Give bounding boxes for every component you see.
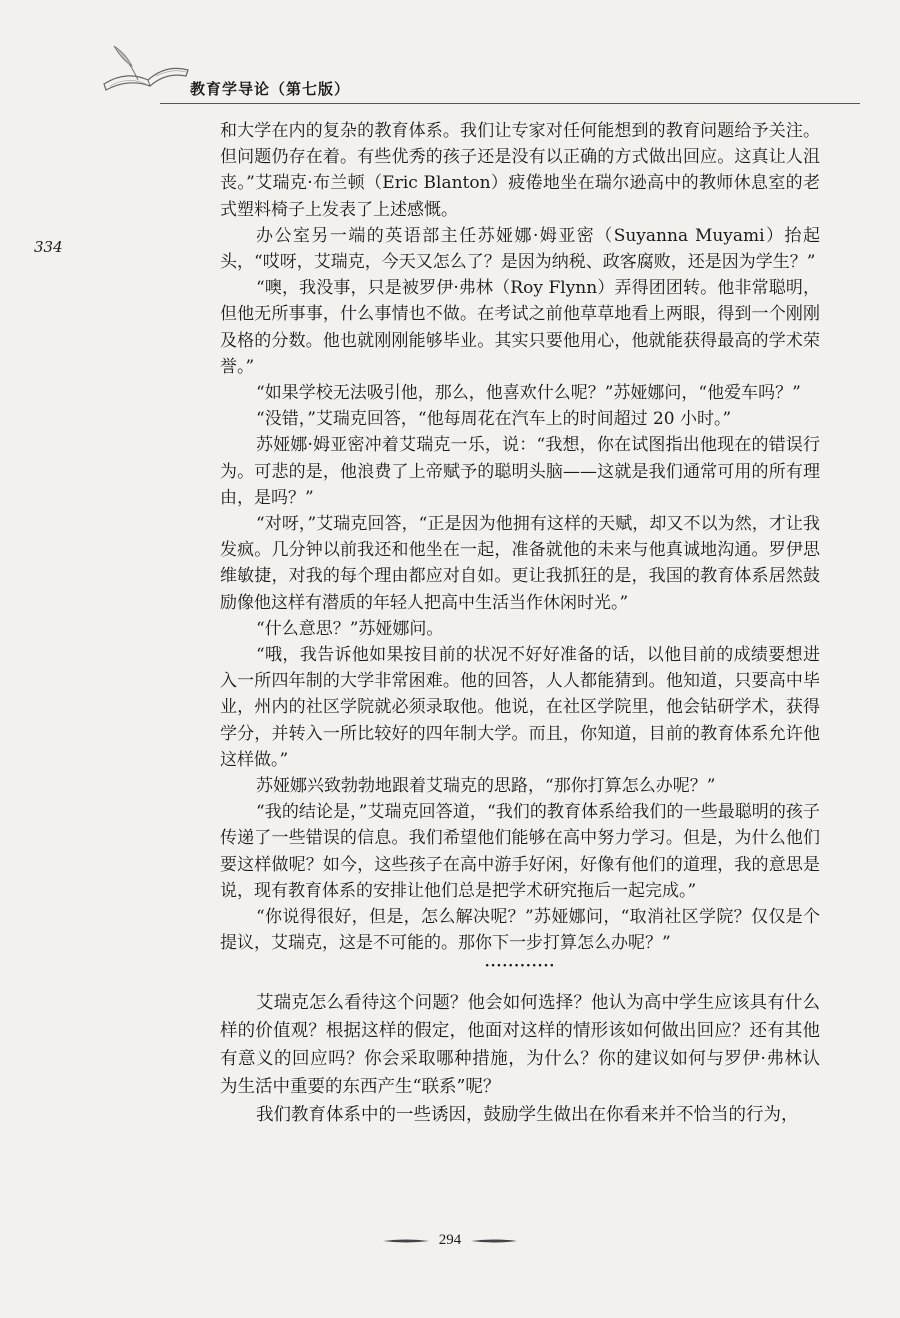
margin-page-reference: 334	[34, 238, 63, 256]
discussion-questions	[220, 989, 820, 1129]
main-text	[220, 118, 820, 1129]
left-flourish-icon	[383, 1238, 429, 1244]
paragraph: “我的结论是，”艾瑞克回答道，“我们的教育体系给我们的一些最聪明的孩子传递了一些错误的信息。我们希望他们能够在高中努力学习。但是，为什么他们要这样做呢？如今，这些孩子在高中游手好闲，好像有他们的道理，我的意思是说，现有教育体系的安排让他们总是把学术研究拖后一起完成。”	[220, 802, 820, 901]
book-quill-icon	[96, 40, 196, 100]
paragraph: “哦，我告诉他如果按目前的状况不好好准备的话，以他目前的成绩要想进入一所四年制的大学非常困难。他的回答，人人都能猜到。他知道，只要高中毕业，州内的社区学院就必须录取他。他说，在社区学院里，他会钻研学术，获得学分，并转入一所比较好的四年制大学。而且，你知道，目前的教育体系允许他这样做。”	[220, 645, 820, 770]
running-header-title: 教育学导论（第七版）	[190, 80, 351, 98]
page-number: 294	[438, 1232, 462, 1248]
paragraph: 办公室另一端的英语部主任苏娅娜·姆亚密（Suyanna Muyami）抬起头，“哎呀，艾瑞克，今天又怎么了？是因为纳税、政客腐败，还是因为学生？”	[220, 225, 820, 273]
page-footer	[0, 1232, 900, 1249]
paragraph: “你说得很好，但是，怎么解决呢？”苏娅娜问，“取消社区学院？仅仅是个提议，艾瑞克，这是不可能的。那你下一步打算怎么办呢？”	[220, 907, 820, 954]
right-flourish-icon	[471, 1238, 517, 1244]
paragraph: 苏娅娜兴致勃勃地跟着艾瑞克的思路，“那你打算怎么办呢？”	[256, 776, 716, 797]
paragraph: “对呀，”艾瑞克回答，“正是因为他拥有这样的天赋，却又不以为然，才让我发疯。几分钟以前我还和他坐在一起，准备就他的未来与他真诚地沟通。罗伊思维敏捷，对我的每个理由都应对自如。更让我抓狂的是，我国的教育体系居然鼓励像他这样有潜质的年轻人把高中生活当作休闲时光。”	[220, 514, 820, 613]
paragraph: “噢，我没事，只是被罗伊·弗林（Roy Flynn）弄得团团转。他非常聪明，但他无所事事，什么事情也不做。在考试之前他草草地看上两眼，得到一个刚刚及格的分数。他也就刚刚能够毕业。其实只要他用心，他就能获得最高的学术荣誉。”	[220, 278, 820, 377]
paragraph: “什么意思？”苏娅娜问。	[256, 618, 444, 639]
question-paragraph: 艾瑞克怎么看待这个问题？他会如何选择？他认为高中学生应该具有什么样的价值观？根据这样的假定，他面对这样的情形该如何做出回应？还有其他有意义的回应吗？你会采取哪种措施，为什么？你的建议如何与罗伊·弗林认为生活中重要的东西产生“联系”呢？	[220, 992, 820, 1097]
paragraph: “如果学校无法吸引他，那么，他喜欢什么呢？”苏娅娜问，“他爱车吗？”	[256, 383, 801, 404]
section-separator: ············	[484, 957, 556, 974]
question-paragraph: 我们教育体系中的一些诱因，鼓励学生做出在你看来并不恰当的行为，	[256, 1104, 799, 1125]
paragraph: 苏娅娜·姆亚密冲着艾瑞克一乐，说：“我想，你在试图指出他现在的错误行为。可悲的是，他浪费了上帝赋予的聪明头脑——这就是我们通常可用的所有理由，是吗？”	[220, 435, 820, 508]
header-rule	[160, 103, 860, 104]
paragraph: 和大学在内的复杂的教育体系。我们让专家对任何能想到的教育问题给予关注。但问题仍存在着。有些优秀的孩子还是没有以正确的方式做出回应。这真让人沮丧。”艾瑞克·布兰顿（Eric Blanton）疲倦地坐在瑞尔逊高中的教师休息室的老式塑料椅子上发表了上述感慨。	[220, 121, 820, 220]
paragraph: “没错，”艾瑞克回答，“他每周花在汽车上的时间超过 20 小时。”	[256, 409, 732, 430]
